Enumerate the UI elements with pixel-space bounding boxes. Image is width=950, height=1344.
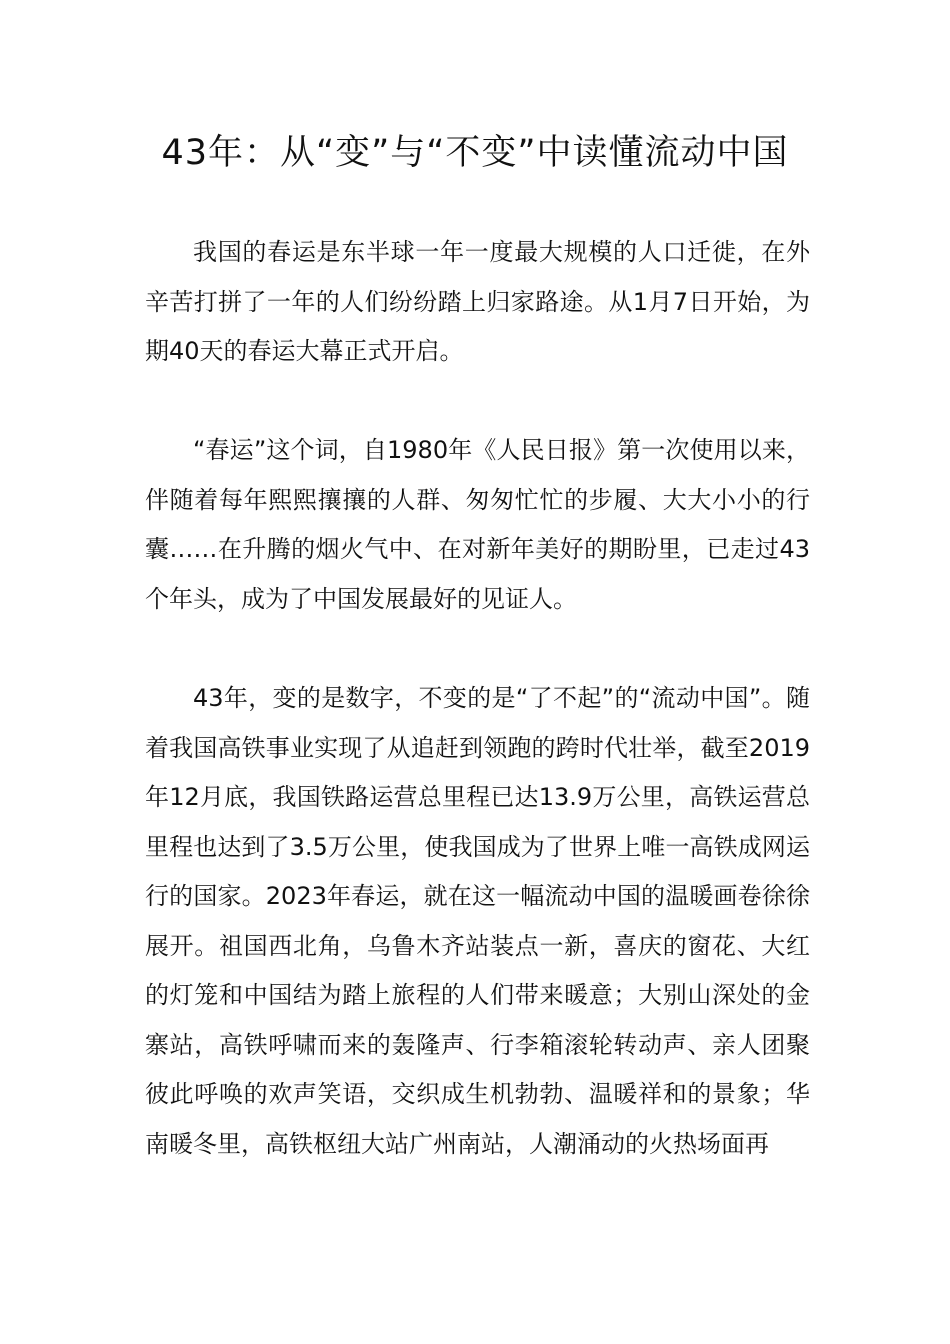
document-title: 43年：从“变”与“不变”中读懂流动中国 xyxy=(161,133,789,173)
paragraph-2: “春运”这个词，自1980年《人民日报》第一次使用以来，伴随着每年熙熙攘攘的人群、匆匆忙忙的步履、大大小小的行囊……在升腾的烟火气中、在对新年美好的期盼里，已走过43个年头，成为了中国发展最好的见证人。 xyxy=(145,436,810,613)
paragraph-3: 43年，变的是数字，不变的是“了不起”的“流动中国”。随着我国高铁事业实现了从追赶到领跑的跨时代壮举，截至2019年12月底，我国铁路运营总里程已达13.9万公里，高铁运营总里程也达到了3.5万公里，使我国成为了世界上唯一高铁成网运行的国家。2023年春运，就在这一幅流动中国的温暖画卷徐徐展开。祖国西北角，乌鲁木齐站装点一新，喜庆的窗花、大红的灯笼和中国结为踏上旅程的人们带来暖意；大别山深处的金寨站，高铁呼啸而来的轰隆声、行李箱滚轮转动声、亲人团聚彼此呼唤的欢声笑语，交织成生机勃勃、温暖祥和的景象；华南暖冬里，高铁枢纽大站广州南站，人潮涌动的火热场面再 xyxy=(145,684,810,1158)
paragraph-1: 我国的春运是东半球一年一度最大规模的人口迁徙，在外辛苦打拼了一年的人们纷纷踏上归家路途。从1月7日开始，为期40天的春运大幕正式开启。 xyxy=(145,238,810,365)
